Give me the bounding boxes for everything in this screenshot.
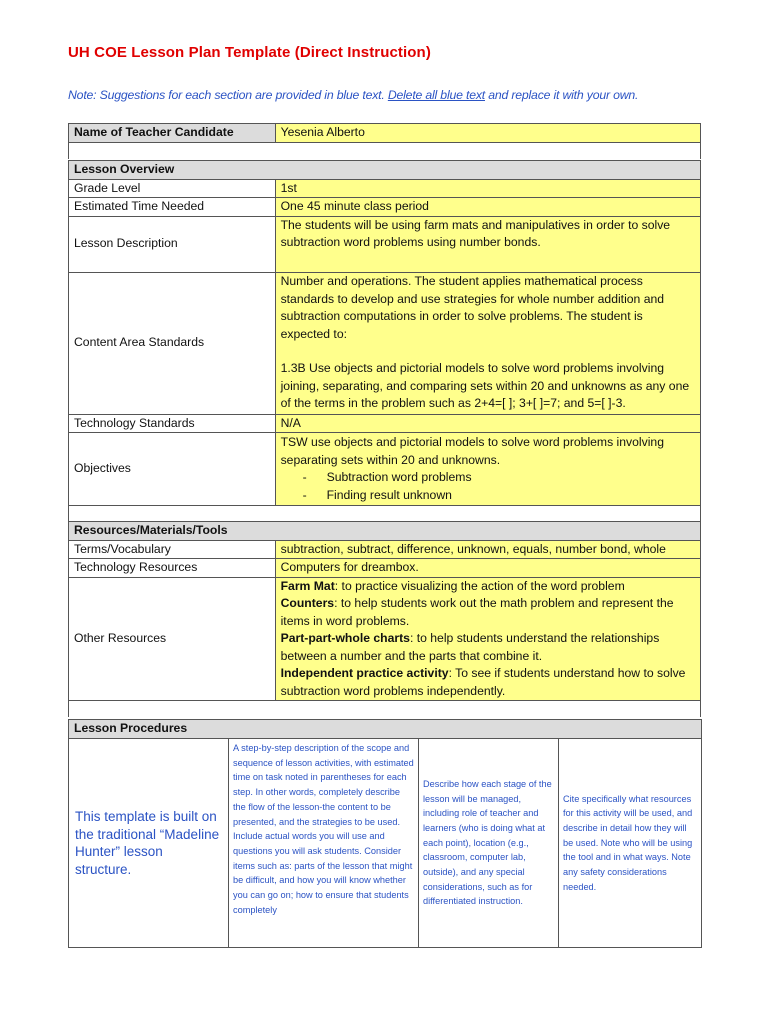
teacher-label: Name of Teacher Candidate (69, 124, 276, 143)
other-resources-value[interactable] (275, 577, 700, 701)
document-title: UH COE Lesson Plan Template (Direct Instruction) (68, 44, 431, 61)
teacher-value[interactable]: Yesenia Alberto (275, 124, 700, 143)
objective-bullet: - Finding result unknown (281, 487, 695, 505)
lesson-overview-header: Lesson Overview (69, 161, 701, 180)
procedures-header: Lesson Procedures (69, 720, 702, 739)
tech-standards-label: Technology Standards (69, 414, 276, 433)
time-needed-value[interactable]: One 45 minute class period (275, 198, 700, 217)
procedures-col2: A step-by-step description of the scope and sequence of lesson activities, with estimated time on task noted in parentheses for each step. In other words, completely describe the flow of the lesson-the content to be presented, and the strategies to be used. Include actual words you will use and questions you will ask students. Consider items such as: parts of the lesson that might be difficult, and how you will know whether you can go on; how to ensure that students completely (229, 739, 419, 948)
objectives-text: TSW use objects and pictorial models to solve word problems involving separating sets within 20 and unknowns. (280, 435, 664, 467)
note-text-1: Note: Suggestions for each section are provided in blue text. (68, 88, 385, 102)
procedures-col3: Describe how each stage of the lesson will be managed, including role of teacher and learners (who is doing what at each point), location (e.g., classroom, computer lab, outside), and any special considerations, such as for differentiated instruction. (419, 739, 559, 948)
note-underlined: Delete all blue text (387, 88, 485, 102)
resource-desc: : to practice visualizing the action of the word problem (334, 578, 625, 593)
teacher-table (68, 123, 701, 159)
tech-standards-value[interactable]: N/A (275, 414, 700, 433)
grade-level-label: Grade Level (69, 179, 276, 198)
resource-item (281, 665, 695, 700)
resource-item (281, 595, 695, 630)
content-standards-p2: 1.3B Use objects and pictorial models to solve word problems involving joining, separating, and comparing sets within 20 and unknowns as any one of the terms in the problem such as 2+4=[ ]; 3+[ ]=7; and 5=[ ]-3. (280, 361, 690, 411)
procedures-col1: This template is built on the traditional “Madeline Hunter” lesson structure. (69, 739, 229, 948)
lesson-description-value[interactable]: The students will be using farm mats and manipulatives in order to solve subtraction word problems using number bonds. (275, 216, 700, 272)
content-standards-value[interactable] (275, 272, 700, 414)
content-standards-label: Content Area Standards (69, 272, 276, 414)
resource-desc: : To see if students understand how to solve subtraction word problems independently. (280, 666, 686, 698)
resource-desc: : to help students understand the relationships between a number and the parts that combine it. (280, 631, 660, 663)
note-text-2: and replace it with your own. (488, 88, 639, 102)
resource-term: Counters (280, 596, 335, 610)
resources-table (68, 521, 701, 717)
resource-item (281, 630, 695, 665)
tech-resources-value[interactable]: Computers for dreambox. (275, 559, 700, 578)
resource-term: Part-part-whole charts (280, 631, 410, 645)
grade-level-value[interactable]: 1st (275, 179, 700, 198)
procedures-table (68, 719, 702, 948)
time-needed-label: Estimated Time Needed (69, 198, 276, 217)
resource-term: Independent practice activity (280, 666, 449, 680)
instruction-note (68, 88, 638, 102)
resources-header: Resources/Materials/Tools (69, 522, 701, 541)
resource-item (281, 578, 695, 596)
procedures-col4: Cite specifically what resources for this activity will be used, and describe in detail how they will be used. Note who will be using the tool and in what ways. Note any safety considerations needed. (559, 739, 702, 948)
content-standards-p1: Number and operations. The student applies mathematical process standards to develop and use strategies for whole number addition and subtraction computations in order to solve problems. The student is expected to: (280, 274, 665, 341)
lesson-overview-table (68, 160, 701, 522)
other-resources-label: Other Resources (69, 577, 276, 701)
lesson-description-label: Lesson Description (69, 216, 276, 272)
resource-term: Farm Mat (280, 578, 335, 593)
objectives-label: Objectives (69, 433, 276, 506)
tech-resources-label: Technology Resources (69, 559, 276, 578)
objectives-value[interactable] (275, 433, 700, 506)
resource-desc: : to help students work out the math problem and represent the items in word problems. (280, 596, 674, 628)
objective-bullet: - Subtraction word problems (281, 469, 695, 487)
terms-value[interactable]: subtraction, subtract, difference, unknown, equals, number bond, whole (275, 540, 700, 559)
terms-label: Terms/Vocabulary (69, 540, 276, 559)
